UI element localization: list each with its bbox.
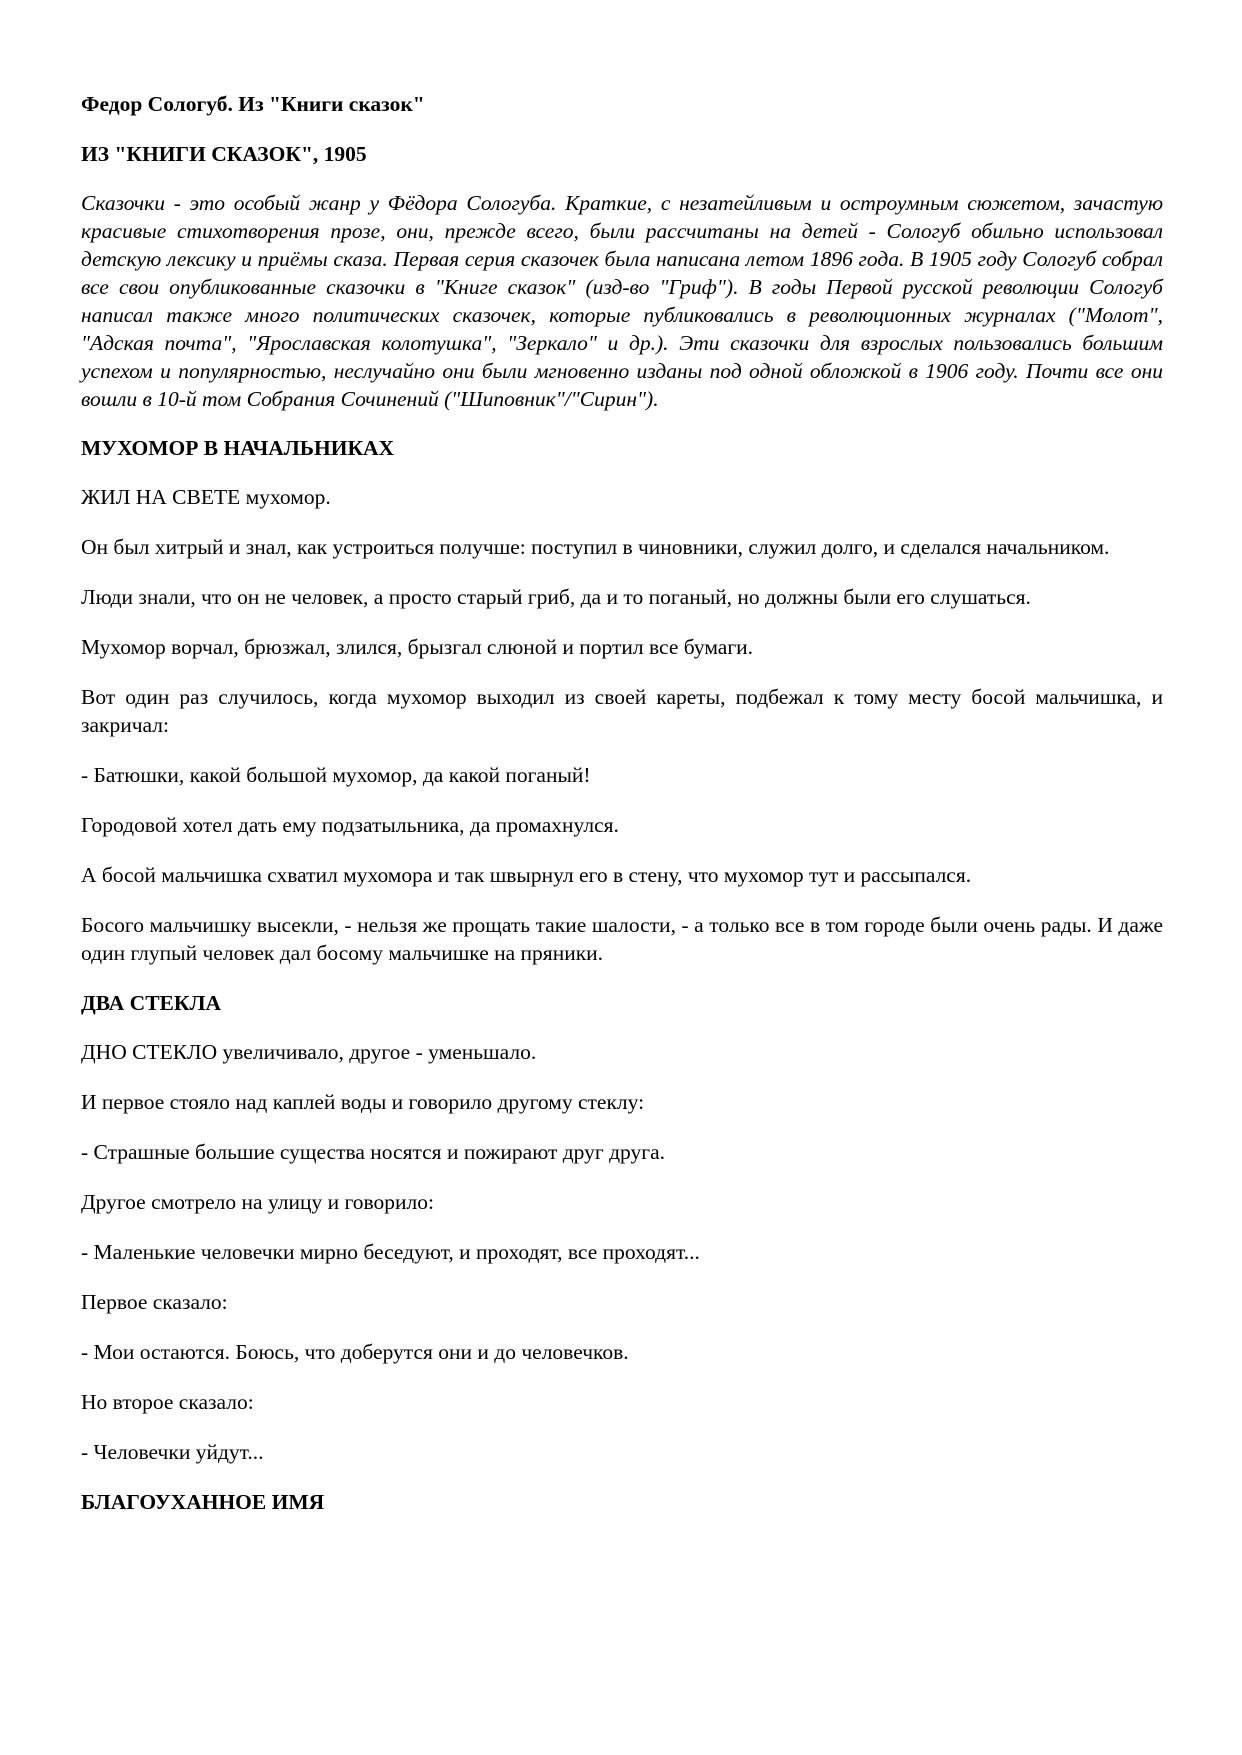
story-paragraph: - Маленькие человечки мирно беседуют, и проходят, все проходят...: [81, 1240, 700, 1264]
story-heading-blagoukhannoe-imya: БЛАГОУХАННОЕ ИМЯ: [81, 1490, 325, 1514]
story-paragraph: - Человечки уйдут...: [81, 1440, 264, 1464]
story-paragraph: Городовой хотел дать ему подзатыльника, да промахнулся.: [81, 813, 619, 837]
story-paragraph: ДНО СТЕКЛО увеличивало, другое - уменьшало.: [81, 1040, 537, 1064]
document-title: Федор Сологуб. Из "Книги сказок": [81, 92, 425, 116]
story-paragraph: Мухомор ворчал, брюзжал, злился, брызгал слюной и портил все бумаги.: [81, 635, 754, 659]
story-paragraph: И первое стояло над каплей воды и говорило другому стеклу:: [81, 1090, 645, 1114]
story-paragraph: Другое смотрело на улицу и говорило:: [81, 1190, 434, 1214]
story-paragraph: Люди знали, что он не человек, а просто старый гриб, да и то поганый, но должны были его слушаться.: [81, 585, 1031, 609]
story-heading-mukhomor: МУХОМОР В НАЧАЛЬНИКАХ: [81, 436, 395, 460]
story-paragraph: А босой мальчишка схватил мухомора и так швырнул его в стену, что мухомор тут и рассыпался.: [81, 863, 972, 887]
collection-subtitle: ИЗ "КНИГИ СКАЗОК", 1905: [81, 142, 367, 166]
story-paragraph: Но второе сказало:: [81, 1390, 254, 1414]
story-heading-dva-stekla: ДВА СТЕКЛА: [81, 991, 222, 1015]
story-paragraph: - Батюшки, какой большой мухомор, да какой поганый!: [81, 763, 591, 787]
story-paragraph: Вот один раз случилось, когда мухомор выходил из своей кареты, подбежал к тому месту босой мальчишка, и закричал:: [81, 685, 1163, 737]
document-page: [81, 90, 1163, 1537]
intro-paragraph: Сказочки - это особый жанр у Фёдора Сологуба. Краткие, с незатейливым и остроумным сюжетом, зачастую красивые стихотворения прозе, они, прежде всего, были рассчитаны на детей - Сологуб обильно использовал детскую лексику и приёмы сказа. Первая серия сказочек была написана летом 1896 года. В 1905 году Сологуб собрал все свои опубликованные сказочки в "Книге сказок" (изд-во "Гриф"). В годы Первой русской революции Сологуб написал также много политических сказочек, которые публиковались в революционных журналах ("Молот", "Адская почта", "Ярославская колотушка", "Зеркало" и др.). Эти сказочки для взрослых пользовались большим успехом и популярностью, неслучайно они были мгновенно изданы под одной обложкой в 1906 году. Почти все они вошли в 10-й том Собрания Сочинений ("Шиповник"/"Сирин").: [81, 191, 1163, 411]
story-paragraph: - Страшные большие существа носятся и пожирают друг друга.: [81, 1140, 665, 1164]
story-paragraph: Первое сказало:: [81, 1290, 228, 1314]
story-paragraph: Босого мальчишку высекли, - нельзя же прощать такие шалости, - а только все в том городе были очень рады. И даже один глупый человек дал босому мальчишке на пряники.: [81, 913, 1163, 965]
story-paragraph: Он был хитрый и знал, как устроиться получше: поступил в чиновники, служил долго, и сделался начальником.: [81, 535, 1110, 559]
story-paragraph: ЖИЛ НА СВЕТЕ мухомор.: [81, 485, 331, 509]
story-paragraph: - Мои остаются. Боюсь, что доберутся они и до человечков.: [81, 1340, 629, 1364]
